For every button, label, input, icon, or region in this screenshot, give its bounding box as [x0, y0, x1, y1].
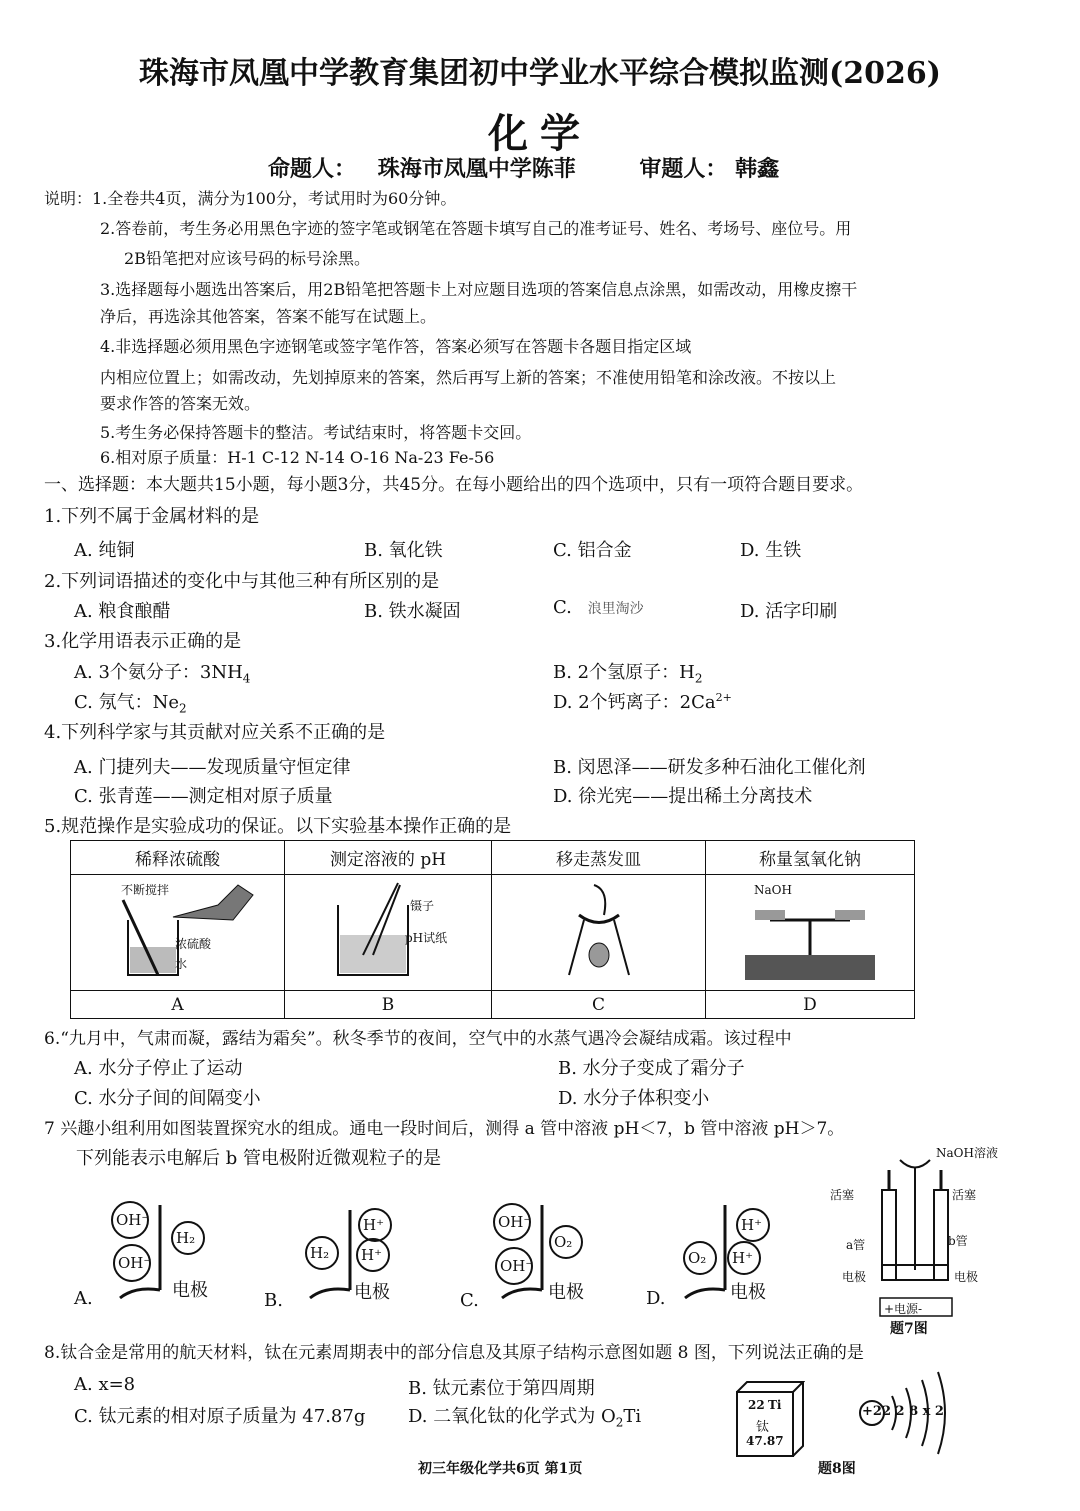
- svg-text:H⁺: H⁺: [741, 1216, 762, 1234]
- author-name: 珠海市凤凰中学陈菲: [377, 156, 576, 182]
- q7-electrode-d: 电极: [730, 1282, 766, 1303]
- q5-letter-d: D: [706, 991, 915, 1019]
- q5-header-c: 移走蒸发皿: [492, 841, 706, 875]
- q4-option-a[interactable]: A. 门捷列夫——发现质量守恒定律: [74, 757, 351, 778]
- q5-letter-c: C: [492, 991, 706, 1019]
- q3-option-a-sub: 4: [242, 671, 251, 686]
- svg-text:OH⁻: OH⁻: [500, 1257, 534, 1275]
- q7-option-b[interactable]: B.: [264, 1290, 283, 1311]
- page-footer: 初三年级化学共6页 第1页: [418, 1461, 583, 1477]
- q3-option-c-text: C. 氖气：Ne: [74, 692, 179, 713]
- question-5-stem: 5.规范操作是实验成功的保证。以下实验基本操作正确的是: [44, 816, 512, 837]
- note-line: 2B铅笔把对应该号码的标号涂黑。: [124, 249, 370, 268]
- q4-option-b[interactable]: B. 闵恩泽——研发多种石油化工催化剂: [553, 757, 866, 778]
- svg-text:OH⁻: OH⁻: [118, 1254, 152, 1272]
- label-power-supply: +电源-: [884, 1302, 923, 1316]
- question-3-stem: 3.化学用语表示正确的是: [44, 631, 242, 652]
- question-8-stem: 8.钛合金是常用的航天材料，钛在元素周期表中的部分信息及其原子结构示意图如题 8 图，下列说法正确的是: [44, 1343, 864, 1363]
- q3-option-d-text: D. 2个钙离子：2Ca: [553, 692, 716, 713]
- note-line: 5.考生务必保持答题卡的整洁。考试结束时，将答题卡交回。: [100, 423, 532, 442]
- q8-option-d-end: Ti: [623, 1406, 642, 1427]
- q7-option-c[interactable]: C.: [460, 1290, 479, 1311]
- q6-option-d[interactable]: D. 水分子体积变小: [558, 1088, 710, 1109]
- note-line: 净后，再选涂其他答案，答案不能写在试题上。: [100, 307, 437, 326]
- svg-text:OH⁻: OH⁻: [116, 1211, 150, 1229]
- q2-option-b[interactable]: B. 铁水凝固: [364, 601, 461, 622]
- question-6-stem: 6.“九月中，气肃而凝，露结为霜矣”。秋冬季节的夜间，空气中的水蒸气遇冷会凝结成霜。该过程中: [44, 1029, 792, 1049]
- fig7-caption: 题7图: [890, 1321, 928, 1337]
- q6-option-a[interactable]: A. 水分子停止了运动: [74, 1058, 243, 1079]
- element-cell-box: [735, 1380, 805, 1460]
- svg-text:OH⁻: OH⁻: [498, 1213, 532, 1231]
- q6-option-b[interactable]: B. 水分子变成了霜分子: [558, 1058, 745, 1079]
- q1-option-d[interactable]: D. 生铁: [740, 540, 802, 561]
- q7-option-d[interactable]: D.: [646, 1288, 666, 1309]
- q8-option-b[interactable]: B. 钛元素位于第四周期: [408, 1378, 595, 1399]
- q5-letter-a: A: [71, 991, 285, 1019]
- q5-header-d: 称量氢氧化钠: [706, 841, 915, 875]
- q2-option-c[interactable]: [553, 597, 644, 618]
- label-valve-left: 活塞: [830, 1188, 855, 1202]
- label-naoh-solution: NaOH溶液: [936, 1146, 998, 1160]
- label-water: 水: [175, 957, 188, 971]
- question-7-stem-1: 7 兴趣小组利用如图装置探究水的组成。通电一段时间后，测得 a 管中溶液 pH＜7，b 管中溶液 pH＞7。: [44, 1119, 845, 1139]
- electrolysis-apparatus: [840, 1140, 1030, 1320]
- q1-option-b[interactable]: B. 氧化铁: [364, 540, 443, 561]
- svg-text:H₂: H₂: [176, 1229, 196, 1247]
- atomic-shells-text: +22 2 8 x 2: [862, 1404, 944, 1419]
- q7-electrode-c: 电极: [548, 1282, 584, 1303]
- question-7-stem-2: 下列能表示电解后 b 管电极附近微观粒子的是: [76, 1148, 441, 1169]
- question-1-stem: 1.下列不属于金属材料的是: [44, 506, 260, 527]
- q3-option-b-sub: 2: [694, 671, 703, 686]
- q3-option-a-text: A. 3个氨分子：3NH: [74, 662, 243, 683]
- svg-text:H⁺: H⁺: [732, 1249, 753, 1267]
- label-electrode-right: 电极: [954, 1270, 979, 1284]
- note-line: 2.答卷前，考生务必用黑色字迹的签字笔或钢笔在答题卡填写自己的准考证号、姓名、考场号、座位号。用: [100, 219, 852, 238]
- q4-option-d[interactable]: D. 徐光宪——提出稀土分离技术: [553, 786, 813, 807]
- balance-figure: [710, 875, 910, 985]
- label-tube-a: a管: [846, 1238, 866, 1252]
- question-2-stem: 2.下列词语描述的变化中与其他三种有所区别的是: [44, 571, 440, 592]
- q7-electrode-a: 电极: [172, 1280, 208, 1301]
- reviewer-name: 韩鑫: [735, 156, 780, 182]
- q8-option-d-sub: 2: [615, 1415, 624, 1430]
- q3-option-d-sup: 2+: [715, 691, 732, 704]
- q3-option-b[interactable]: [553, 658, 702, 686]
- label-ph-paper: pH试纸: [405, 931, 448, 945]
- label-tweezers: 镊子: [410, 899, 435, 913]
- element-symbol: Ti: [768, 1398, 782, 1412]
- q5-figure-b: [285, 875, 492, 991]
- q2-option-a[interactable]: A. 粮食酿醋: [74, 601, 171, 622]
- q3-option-c[interactable]: [74, 688, 187, 716]
- label-naoh: NaOH: [754, 883, 792, 897]
- svg-text:O₂: O₂: [554, 1233, 573, 1251]
- label-tube-b: b管: [948, 1234, 968, 1248]
- exam-title: 珠海市凤凰中学教育集团初中学业水平综合模拟监测(2026): [139, 56, 941, 91]
- subject-title: 化学: [488, 110, 592, 157]
- q7-option-a[interactable]: A.: [74, 1288, 93, 1309]
- q3-option-a[interactable]: [74, 658, 250, 686]
- element-name: 钛: [756, 1420, 770, 1435]
- q2-option-c-text: 浪里淘沙: [587, 601, 644, 617]
- label-electrode-left: 电极: [842, 1270, 867, 1284]
- q5-operations-table: [70, 840, 915, 1019]
- q3-option-b-text: B. 2个氢原子：H: [553, 662, 695, 683]
- q5-header-b: 测定溶液的 pH: [285, 841, 492, 875]
- q5-letter-b: B: [285, 991, 492, 1019]
- reviewer-label: 审题人：: [639, 156, 728, 182]
- note-line: 4.非选择题必须用黑色字迹钢笔或签字笔作答，答案必须写在答题卡各题目指定区域: [100, 337, 692, 356]
- note-line: 内相应位置上；如需改动，先划掉原来的答案，然后再写上新的答案；不准使用铅笔和涂改液。不按以上: [100, 368, 837, 387]
- q5-figure-a: [71, 875, 285, 991]
- note-line: 6.相对原子质量：H-1 C-12 N-14 O-16 Na-23 Fe-56: [100, 448, 495, 467]
- note-line: 3.选择题每小题选出答案后，用2B铅笔把答题卡上对应题目选项的答案信息点涂黑，如需改动，用橡皮擦干: [100, 280, 858, 299]
- element-atomic-number: 22: [748, 1398, 765, 1412]
- label-conc-acid: 浓硫酸: [175, 937, 212, 951]
- q8-option-c[interactable]: C. 钛元素的相对原子质量为 47.87g: [74, 1406, 366, 1427]
- q5-header-a: 稀释浓硫酸: [71, 841, 285, 875]
- note-line: 说明：1.全卷共4页，满分为100分，考试用时为60分钟。: [44, 189, 457, 208]
- q1-option-c[interactable]: C. 铝合金: [553, 540, 632, 561]
- authors-line: [268, 152, 779, 183]
- q7-electrode-b: 电极: [354, 1282, 390, 1303]
- note-line: 要求作答的答案无效。: [100, 394, 261, 413]
- svg-text:O₂: O₂: [688, 1249, 707, 1267]
- q3-option-c-sub: 2: [178, 701, 187, 716]
- label-stir: 不断搅拌: [121, 883, 170, 897]
- q3-option-d[interactable]: [553, 688, 732, 714]
- q5-figure-d: [706, 875, 915, 991]
- svg-text:H⁺: H⁺: [361, 1246, 382, 1264]
- q4-option-c[interactable]: C. 张青莲——测定相对原子质量: [74, 786, 333, 807]
- author-label: 命题人：: [268, 156, 357, 182]
- q6-option-c[interactable]: C. 水分子间的间隔变小: [74, 1088, 261, 1109]
- q8-option-a[interactable]: A. x=8: [74, 1374, 136, 1395]
- label-valve-right: 活塞: [952, 1188, 977, 1202]
- q1-option-a[interactable]: A. 纯铜: [74, 540, 135, 561]
- evaporating-dish-figure: [499, 875, 699, 985]
- element-mass: 47.87: [746, 1434, 784, 1448]
- question-4-stem: 4.下列科学家与其贡献对应关系不正确的是: [44, 722, 386, 743]
- section-heading: 一、选择题：本大题共15小题，每小题3分，共45分。在每小题给出的四个选项中，只有一项符合题目要求。: [44, 475, 864, 495]
- fig8-caption: 题8图: [818, 1461, 856, 1477]
- q2-option-d[interactable]: D. 活字印刷: [740, 601, 838, 622]
- q2-option-c-letter: C.: [553, 597, 572, 618]
- q8-option-d[interactable]: [408, 1402, 641, 1430]
- ph-test-figure: [288, 875, 488, 985]
- q8-option-d-text: D. 二氧化钛的化学式为 O: [408, 1406, 616, 1427]
- q5-figure-c: [492, 875, 706, 991]
- svg-text:H₂: H₂: [310, 1244, 330, 1262]
- svg-text:H⁺: H⁺: [363, 1216, 384, 1234]
